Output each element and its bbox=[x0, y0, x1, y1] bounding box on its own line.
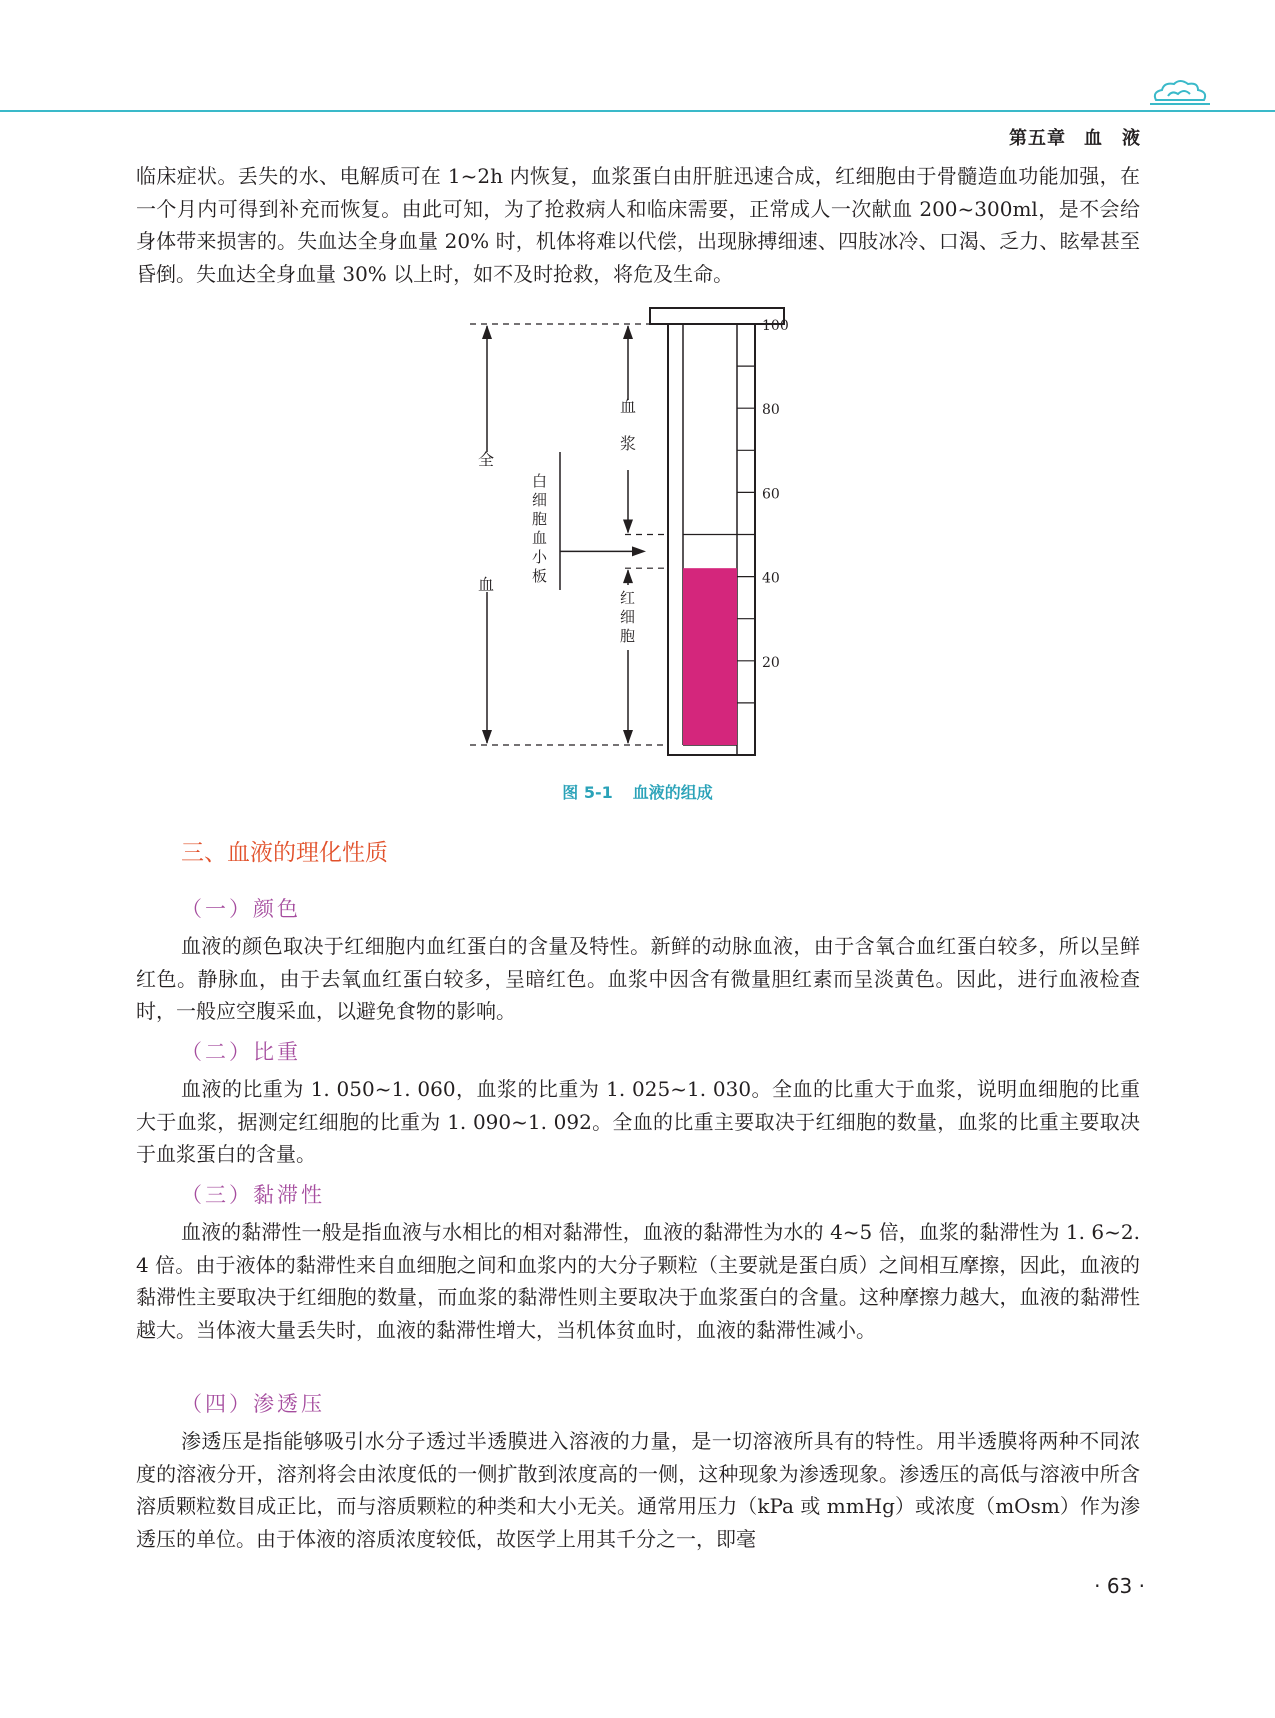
header-rule bbox=[0, 110, 1275, 112]
label-whole-blood-2: 血 bbox=[478, 575, 495, 594]
section-title: 三、血液的理化性质 bbox=[181, 840, 388, 866]
scale-label: 20 bbox=[762, 654, 780, 671]
caption-number: 图 5-1 bbox=[562, 783, 613, 802]
scale-labels bbox=[762, 318, 789, 671]
paragraph-gravity: 血液的比重为 1. 050~1. 060，血浆的比重为 1. 025~1. 030。全血的比重大于血浆，说明血细胞的比重大于血浆，据测定红细胞的比重为 1. 090~1. 092。全血的比重主要取决于红细胞的数量，血浆的比重主要取决于血浆蛋白的含量。 bbox=[136, 1077, 1140, 1166]
label-wbc-char: 胞 bbox=[532, 510, 548, 528]
label-wbc-char: 板 bbox=[532, 567, 548, 585]
scale-label: 80 bbox=[762, 402, 780, 419]
red-blood-cell-layer bbox=[683, 568, 737, 745]
whole-blood-arrow bbox=[482, 325, 492, 744]
wbc-pointer-head bbox=[632, 546, 646, 556]
blood-composition-figure bbox=[460, 300, 820, 770]
label-wbc-char: 血 bbox=[532, 529, 548, 547]
scale-label: 100 bbox=[762, 318, 789, 334]
subsection-viscosity-title: （三）黏滞性 bbox=[181, 1183, 325, 1207]
plasma-arrow bbox=[623, 325, 633, 534]
paragraph-blood-loss: 临床症状。丢失的水、电解质可在 1~2h 内恢复，血浆蛋白由肝脏迅速合成，红细胞由于骨髓造血功能加强，在一个月内可得到补充而恢复。由此可知，为了抢救病人和临床需要，正常成人一次献血 200~300ml，是不会给身体带来损害的。失血达全身血量 20% 时，机体将难以代偿，出现脉搏细速、四肢冰冷、口渴、乏力、眩晕甚至昏倒。失血达全身血量 30% 以上时，如不及时抢救，将危及生命。 bbox=[136, 164, 1140, 286]
chapter-name: 血 液 bbox=[1084, 128, 1141, 149]
figure-caption bbox=[0, 780, 1275, 803]
label-wbc-char: 小 bbox=[532, 548, 548, 566]
page-number: · 63 · bbox=[1094, 1574, 1145, 1598]
label-rbc-char: 红 bbox=[620, 589, 636, 607]
label-plasma-2: 浆 bbox=[620, 434, 637, 453]
label-plasma-1: 血 bbox=[620, 397, 637, 416]
scale-ticks bbox=[737, 324, 755, 703]
label-rbc-char: 胞 bbox=[620, 627, 636, 645]
label-wbc-char: 细 bbox=[532, 491, 548, 509]
subsection-color-title: （一）颜色 bbox=[181, 897, 301, 921]
chapter-header bbox=[1009, 124, 1141, 150]
label-wbc-char: 白 bbox=[532, 472, 548, 490]
paragraph-color: 血液的颜色取决于红细胞内血红蛋白的含量及特性。新鲜的动脉血液，由于含氧合血红蛋白较多，所以呈鲜红色。静脉血，由于去氧血红蛋白较多，呈暗红色。血浆中因含有微量胆红素而呈淡黄色。因此，进行血液检查时，一般应空腹采血，以避免食物的影响。 bbox=[136, 934, 1140, 1023]
paragraph-viscosity: 血液的黏滞性一般是指血液与水相比的相对黏滞性，血液的黏滞性为水的 4~5 倍，血浆的黏滞性为 1. 6~2. 4 倍。由于液体的黏滞性来自血细胞之间和血浆内的大分子颗粒（主要就是蛋白质）之间相互摩擦，因此，血液的黏滞性主要取决于红细胞的数量，而血浆的黏滞性则主要取决于血浆蛋白的含量。这种摩擦力越大，血液的黏滞性越大。当体液大量丢失时，血液的黏滞性增大，当机体贫血时，血液的黏滞性减小。 bbox=[136, 1220, 1140, 1342]
caption-text: 血液的组成 bbox=[632, 783, 713, 802]
label-whole-blood-1: 全 bbox=[478, 450, 495, 469]
paragraph-osmotic: 渗透压是指能够吸引水分子透过半透膜进入溶液的力量，是一切溶液所具有的特性。用半透膜将两种不同浓度的溶液分开，溶剂将会由浓度低的一侧扩散到浓度高的一侧，这种现象为渗透现象。渗透压的高低与溶液中所含溶质颗粒数目成正比，而与溶质颗粒的种类和大小无关。通常用压力（kPa 或 mmHg）或浓度（mOsm）作为渗透压的单位。由于体液的溶质浓度较低，故医学上用其千分之一，即毫 bbox=[136, 1429, 1140, 1551]
label-red-blood-cells bbox=[620, 589, 635, 645]
cloud-ornament-icon bbox=[1150, 76, 1210, 108]
scale-label: 60 bbox=[762, 486, 780, 503]
chapter-label: 第五章 bbox=[1009, 128, 1066, 149]
scale-label: 40 bbox=[762, 570, 780, 587]
label-wbc-platelets bbox=[532, 472, 548, 585]
subsection-gravity-title: （二）比重 bbox=[181, 1040, 301, 1064]
label-rbc-char: 细 bbox=[620, 608, 636, 626]
subsection-osmotic-title: （四）渗透压 bbox=[181, 1392, 325, 1416]
